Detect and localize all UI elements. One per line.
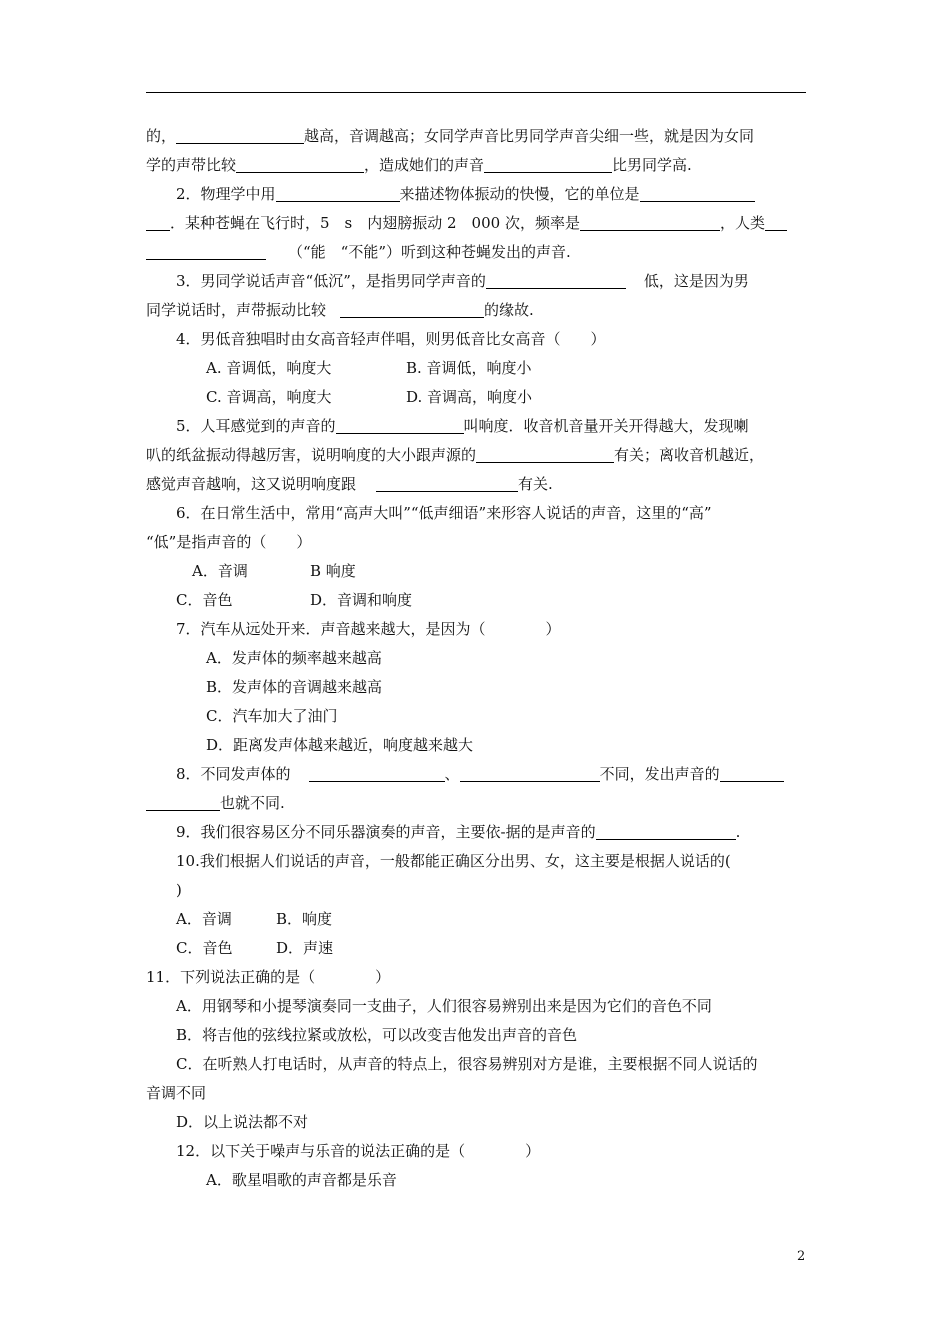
q2-text: 2．物理学中用 [176,185,276,203]
q3-blank-1[interactable] [486,271,626,289]
q9-line-1 [146,818,808,847]
q2-blank-2-cont[interactable] [146,213,170,231]
q4-options-row-2 [146,383,808,412]
q5-text: 有关. [518,475,553,493]
q2-text: ．某种苍蝇在飞行时，5 s 内翅膀振动 2 000 次，频率是 [170,214,580,232]
q1-text: ，造成她们的声音 [364,156,485,174]
q3-blank-2[interactable] [340,300,484,318]
header-rule [146,92,806,93]
q2-blank-1[interactable] [276,184,400,202]
q8-line-1 [146,760,808,789]
q6-line-2: “低”是指声音的（ ） [146,533,312,551]
q3-text: 3．男同学说话声音“低沉”，是指男同学声音的 [176,272,486,290]
q5-blank-2[interactable] [476,445,614,463]
q1-text: 越高，音调越高；女同学声音比男同学声音尖细一些，就是因为女同 [304,127,755,145]
q5-text: 叫响度．收音机音量开关开得越大，发现喇 [463,417,749,435]
q2-blank-3[interactable] [580,213,720,231]
q2-blank-2[interactable] [640,184,755,202]
q5-text: 叭的纸盆振动得越厉害，说明响度的大小跟声源的 [146,446,477,464]
q3-text: 的缘故. [484,301,534,319]
q10-options-row-1 [146,905,808,934]
q2-line-1 [146,180,808,209]
q1-blank-3[interactable] [484,155,612,173]
q7-option-d[interactable]: D．距离发声体越来越近，响度越来越大 [206,736,474,754]
q5-line-1 [146,412,808,441]
q6-line-1: 6．在日常生活中，常用“高声大叫”“低声细语”来形容人说话的声音，这里的“高” [176,504,712,522]
q4-option-a[interactable]: A. 音调低，响度大 [206,359,332,377]
q5-line-2 [146,441,808,470]
q10-line-2: ) [176,881,182,899]
q2-blank-4-cont[interactable] [146,242,266,260]
q2-text: ，人类 [719,214,765,232]
q1-text: 学的声带比较 [146,156,237,174]
q1-blank-2[interactable] [236,155,364,173]
q11-stem: 11．下列说法正确的是（ ） [146,968,391,986]
q2-text: 来描述物体振动的快慢，它的单位是 [399,185,640,203]
q8-text: 不同，发出声音的 [599,765,720,783]
q8-text: 8．不同发声体的 [176,765,291,783]
q12-stem: 12．以下关于噪声与乐音的说法正确的是（ ） [176,1142,541,1160]
q6-option-c[interactable]: C．音色 [176,591,233,609]
q10-option-b[interactable]: B．响度 [276,910,333,928]
q3-line-1 [146,267,808,296]
q4-option-b[interactable]: B. 音调低，响度小 [406,359,532,377]
q9-blank-1[interactable] [596,822,736,840]
q6-option-d[interactable]: D．音调和响度 [310,591,413,609]
q2-blank-4[interactable] [765,213,787,231]
q5-blank-1[interactable] [336,416,464,434]
q11-option-d[interactable]: D．以上说法都不对 [176,1113,309,1131]
q7-option-b[interactable]: B．发声体的音调越来越高 [206,678,383,696]
q8-text: 、 [444,765,460,783]
q7-stem: 7．汽车从远处开来．声音越来越大，是因为（ ） [176,620,561,638]
worksheet-body [146,122,808,1195]
q6-options-row-2 [146,586,808,615]
q3-line-2 [146,296,808,325]
q9-text: . [735,823,741,841]
q6-option-a[interactable]: A．音调 [192,562,248,580]
q4-option-d[interactable]: D. 音调高，响度小 [406,388,533,406]
q10-option-d[interactable]: D．声速 [276,939,334,957]
q4-stem: 4．男低音独唱时由女高音轻声伴唱，则男低音比女高音（ ） [176,330,606,348]
q7-option-a[interactable]: A．发声体的频率越来越高 [206,649,382,667]
q4-option-c[interactable]: C. 音调高，响度大 [206,388,332,406]
q3-text: 低，这是因为男 [643,272,749,290]
q11-option-c-cont: 音调不同 [146,1084,207,1102]
q8-text: 也就不同. [220,794,285,812]
q10-line-1: 10.我们根据人们说话的声音，一般都能正确区分出男、女，这主要是根据人说话的( [176,852,731,870]
q8-blank-2[interactable] [460,764,600,782]
q6-options-row-1 [146,557,808,586]
q1-line-1 [146,122,808,151]
q8-blank-1[interactable] [309,764,445,782]
q5-text: 5．人耳感觉到的声音的 [176,417,336,435]
q7-option-c[interactable]: C．汽车加大了油门 [206,707,338,725]
q5-line-3 [146,470,808,499]
q8-line-2 [146,789,808,818]
q10-options-row-2 [146,934,808,963]
q2-line-3 [146,238,808,267]
page-number: 2 [797,1249,806,1264]
q1-blank-1[interactable] [176,126,304,144]
q12-option-a[interactable]: A．歌星唱歌的声音都是乐音 [206,1171,397,1189]
q3-text: 同学说话时，声带振动比较 [146,301,327,319]
q5-text: 有关；离收音机越近， [614,446,765,464]
q11-option-b[interactable]: B．将吉他的弦线拉紧或放松，可以改变吉他发出声音的音色 [176,1026,578,1044]
q6-option-b[interactable]: B 响度 [310,562,356,580]
q4-options-row-1 [146,354,808,383]
q1-text: 的， [146,127,177,145]
q10-option-a[interactable]: A．音调 [176,910,232,928]
q2-line-2 [146,209,808,238]
q11-option-a[interactable]: A．用钢琴和小提琴演奏同一支曲子，人们很容易辨别出来是因为它们的音色不同 [176,997,712,1015]
q9-text: 9．我们很容易区分不同乐器演奏的声音，主要依-据的是声音的 [176,823,596,841]
q2-text: （“能 “不能”）听到这种苍蝇发出的声音. [288,243,571,261]
q8-blank-3-cont[interactable] [146,793,220,811]
q1-text: 比男同学高. [612,156,692,174]
q11-option-c[interactable]: C．在听熟人打电话时，从声音的特点上，很容易辨别对方是谁，主要根据不同人说话的 [176,1055,758,1073]
q10-option-c[interactable]: C．音色 [176,939,233,957]
q5-blank-3[interactable] [376,474,518,492]
q8-blank-3[interactable] [720,764,784,782]
q1-line-2 [146,151,808,180]
q5-text: 感觉声音越响，这又说明响度跟 [146,475,357,493]
